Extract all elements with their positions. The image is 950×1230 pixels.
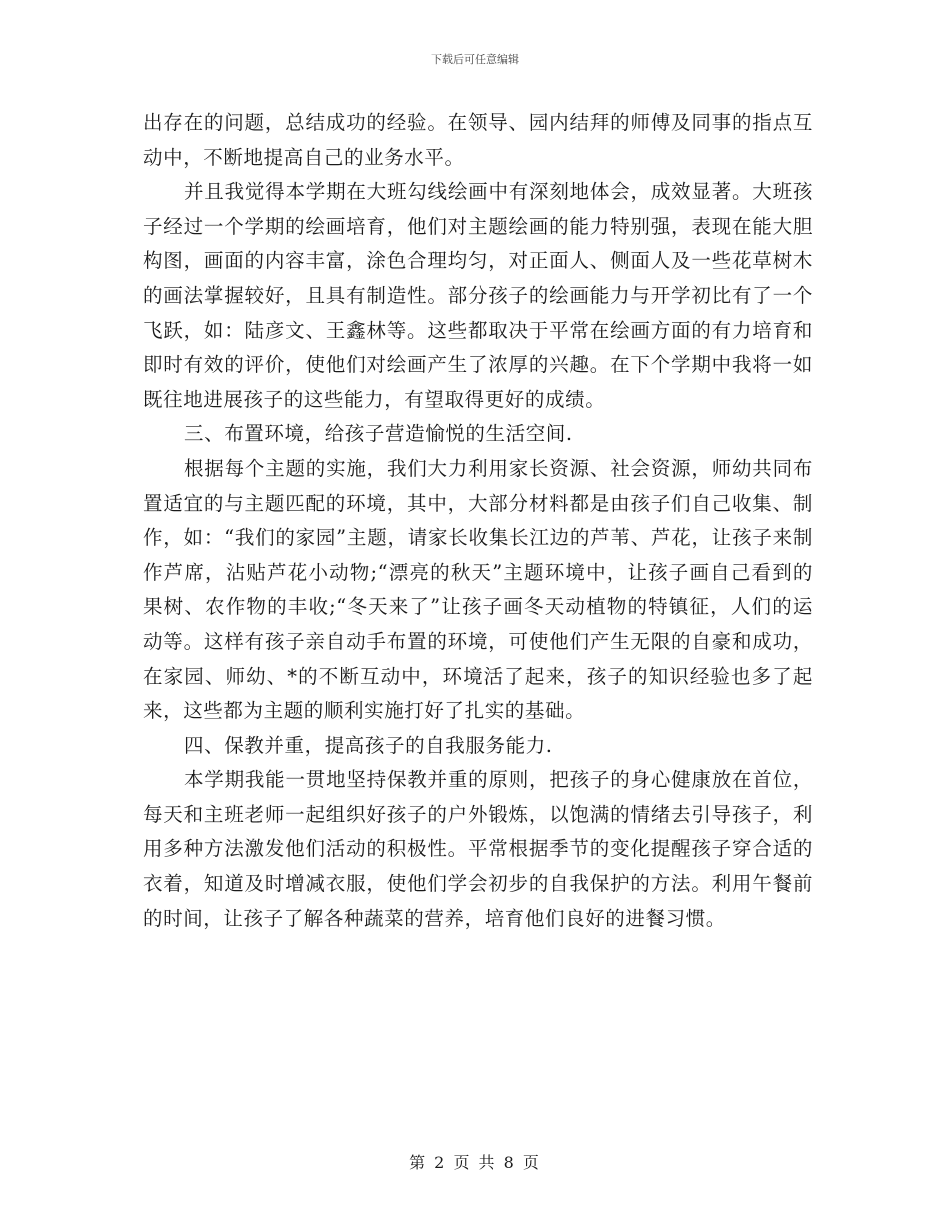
document-body (143, 106, 813, 936)
section-heading-3: 三、布置环境，给孩子营造愉悦的生活空间. (184, 422, 573, 446)
paragraph-4: 根据每个主题的实施，我们大力利用家长资源、社会资源，师幼共同布置适宜的与主题匹配的环境，其中，大部分材料都是由孩子们自己收集、制作，如：“我们的家园”主题，请家长收集长江边的芦苇、芦花，让孩子来制作芦席，沾贴芦花小动物;“漂亮的秋天”主题环境中，让孩子画自己看到的果树、农作物的丰收;“冬天来了”让孩子画冬天动植物的特镇征，人们的运动等。这样有孩子亲自动手布置的环境，可使他们产生无限的自豪和成功，在家园、师幼、*的不断互动中，环境活了起来，孩子的知识经验也多了起来，这些都为主题的顺利实施打好了扎实的基础。 (143, 456, 813, 723)
paragraph-2: 并且我觉得本学期在大班勾线绘画中有深刻地体会，成效显著。大班孩子经过一个学期的绘画培育，他们对主题绘画的能力特别强，表现在能大胆构图，画面的内容丰富，涂色合理均匀，对正面人、侧面人及一些花草树木的画法掌握较好，且具有制造性。部分孩子的绘画能力与开学初比有了一个飞跃，如：陆彦文、王鑫林等。这些都取决于平常在绘画方面的有力培育和即时有效的评价，使他们对绘画产生了浓厚的兴趣。在下个学期中我将一如既往地进展孩子的这些能力，有望取得更好的成绩。 (143, 180, 813, 411)
section-heading-4: 四、保教并重，提高孩子的自我服务能力. (184, 733, 553, 757)
page-header-note: 下载后可任意编辑 (431, 53, 519, 66)
paragraph-1: 出存在的问题，总结成功的经验。在领导、园内结拜的师傅及同事的指点互动中，不断地提高自己的业务水平。 (143, 111, 813, 169)
page-number: 第 2 页 共 8 页 (409, 1153, 541, 1172)
paragraph-6: 本学期我能一贯地坚持保教并重的原则，把孩子的身心健康放在首位，每天和主班老师一起组织好孩子的户外锻炼，以饱满的情绪去引导孩子，利用多种方法激发他们活动的积极性。平常根据季节的变化提醒孩子穿合适的衣着，知道及时增减衣服，使他们学会初步的自我保护的方法。利用午餐前的时间，让孩子了解各种蔬菜的营养，培育他们良好的进餐习惯。 (143, 768, 813, 930)
